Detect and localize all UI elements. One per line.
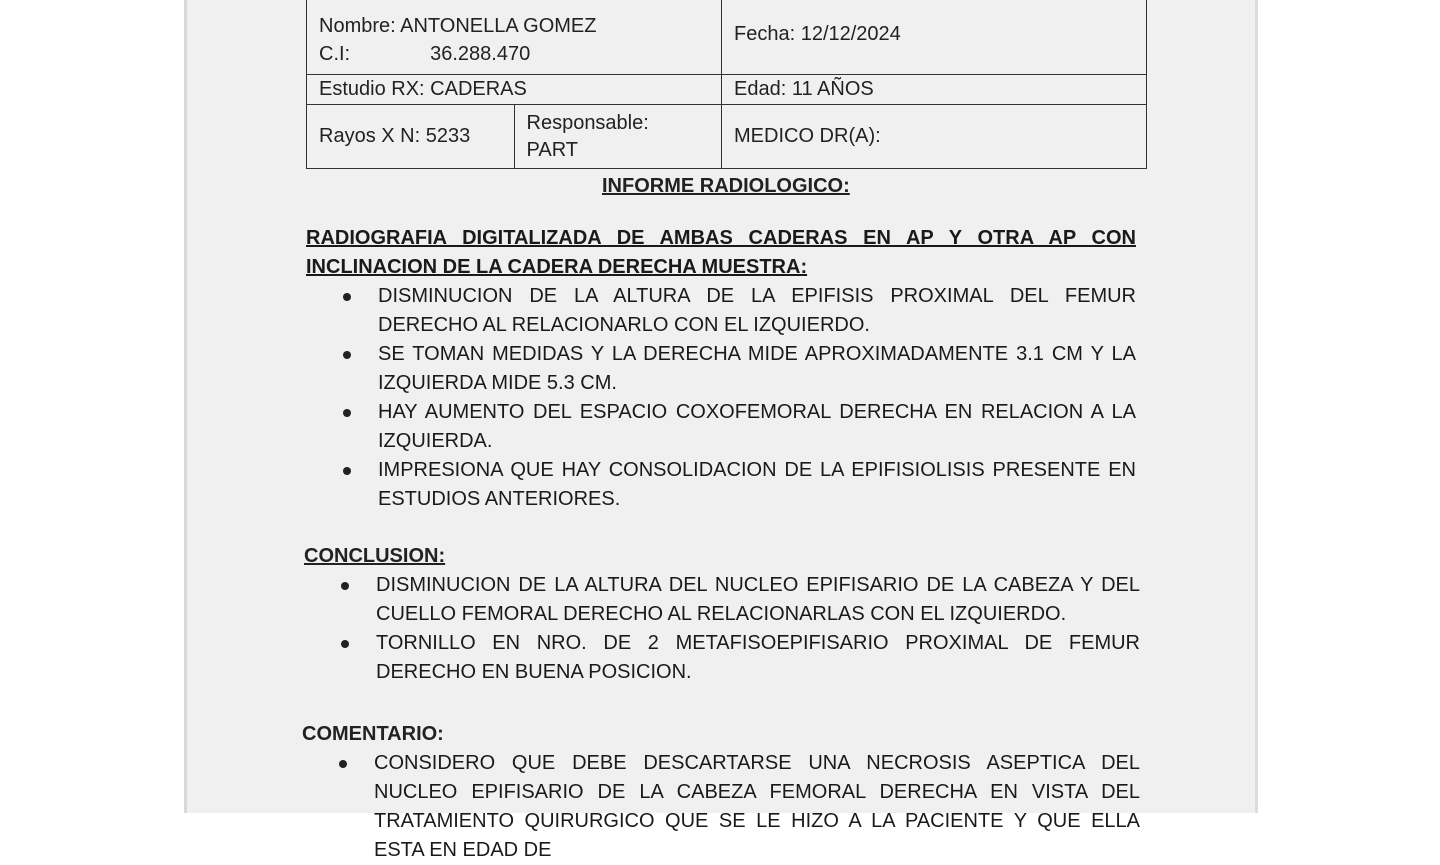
comment-list [302, 749, 1140, 865]
doctor-label: MEDICO DR(A): [734, 125, 881, 147]
list-item [304, 629, 1140, 687]
xray-number: Rayos X N: 5233 [319, 125, 471, 147]
report-date: Fecha: 12/12/2024 [734, 23, 901, 45]
conclusion-text: TORNILLO EN NRO. DE 2 METAFISOEPIFISARIO PROXIMAL DE FEMUR DERECHO EN BUENA POSICION. [376, 632, 1140, 683]
bullet-icon [341, 640, 349, 648]
age-cell [722, 75, 1147, 105]
patient-id-cell [307, 0, 722, 75]
responsible-value: PART [526, 138, 578, 161]
findings-list [306, 282, 1136, 514]
comment-section [302, 720, 1140, 865]
bullet-icon [343, 351, 351, 359]
findings-section [306, 224, 1136, 514]
bullet-icon [339, 760, 347, 768]
comment-heading: COMENTARIO: [302, 723, 444, 745]
conclusion-heading: CONCLUSION: [304, 545, 446, 567]
report-title: INFORME RADIOLOGICO: [602, 175, 850, 197]
date-cell [722, 0, 1147, 75]
responsible-cell [514, 105, 722, 169]
list-item [306, 398, 1136, 456]
findings-lead: RADIOGRAFIA DIGITALIZADA DE AMBAS CADERAS EN AP Y OTRA AP CON INCLINACION DE LA CADERA DERECHA MUESTRA: [306, 227, 1136, 278]
bullet-icon [341, 582, 349, 590]
conclusion-section [304, 542, 1140, 687]
list-item [304, 571, 1140, 629]
patient-header-table [306, 0, 1147, 169]
finding-text: HAY AUMENTO DEL ESPACIO COXOFEMORAL DERECHA EN RELACION A LA IZQUIERDA. [378, 401, 1136, 452]
patient-age: Edad: 11 AÑOS [734, 78, 874, 100]
comment-text: CONSIDERO QUE DEBE DESCARTARSE UNA NECROSIS ASEPTICA DEL NUCLEO EPIFISARIO DE LA CABEZA FEMORAL DERECHA EN VISTA DEL TRATAMIENTO QUIRURGICO QUE SE LE HIZO A LA PACIENTE Y QUE ELLA ESTA EN EDAD DE [374, 752, 1140, 861]
conclusion-text: DISMINUCION DE LA ALTURA DEL NUCLEO EPIFISARIO DE LA CABEZA Y DEL CUELLO FEMORAL DERECHO AL RELACIONARLAS CON EL IZQUIERDO. [376, 574, 1140, 625]
study-type: Estudio RX: CADERAS [319, 78, 527, 100]
xray-number-cell [307, 105, 515, 169]
bullet-icon [343, 467, 351, 475]
responsible-label: Responsable: [526, 111, 649, 134]
bullet-icon [343, 409, 351, 417]
conclusion-list [304, 571, 1140, 687]
study-cell [307, 75, 722, 105]
finding-text: IMPRESIONA QUE HAY CONSOLIDACION DE LA EPIFISIOLISIS PRESENTE EN ESTUDIOS ANTERIORES. [378, 459, 1136, 510]
ci-label: C.I: [319, 42, 351, 65]
list-item [306, 456, 1136, 514]
ci-value: 36.288.470 [430, 42, 531, 65]
patient-name: Nombre: ANTONELLA GOMEZ [319, 14, 597, 37]
finding-text: DISMINUCION DE LA ALTURA DE LA EPIFISIS PROXIMAL DEL FEMUR DERECHO AL RELACIONARLO CON EL IZQUIERDO. [378, 285, 1136, 336]
doctor-cell [722, 105, 1147, 169]
list-item [306, 282, 1136, 340]
list-item [306, 340, 1136, 398]
bullet-icon [343, 293, 351, 301]
finding-text: SE TOMAN MEDIDAS Y LA DERECHA MIDE APROXIMADAMENTE 3.1 CM Y LA IZQUIERDA MIDE 5.3 CM. [378, 343, 1136, 394]
list-item [302, 749, 1140, 865]
